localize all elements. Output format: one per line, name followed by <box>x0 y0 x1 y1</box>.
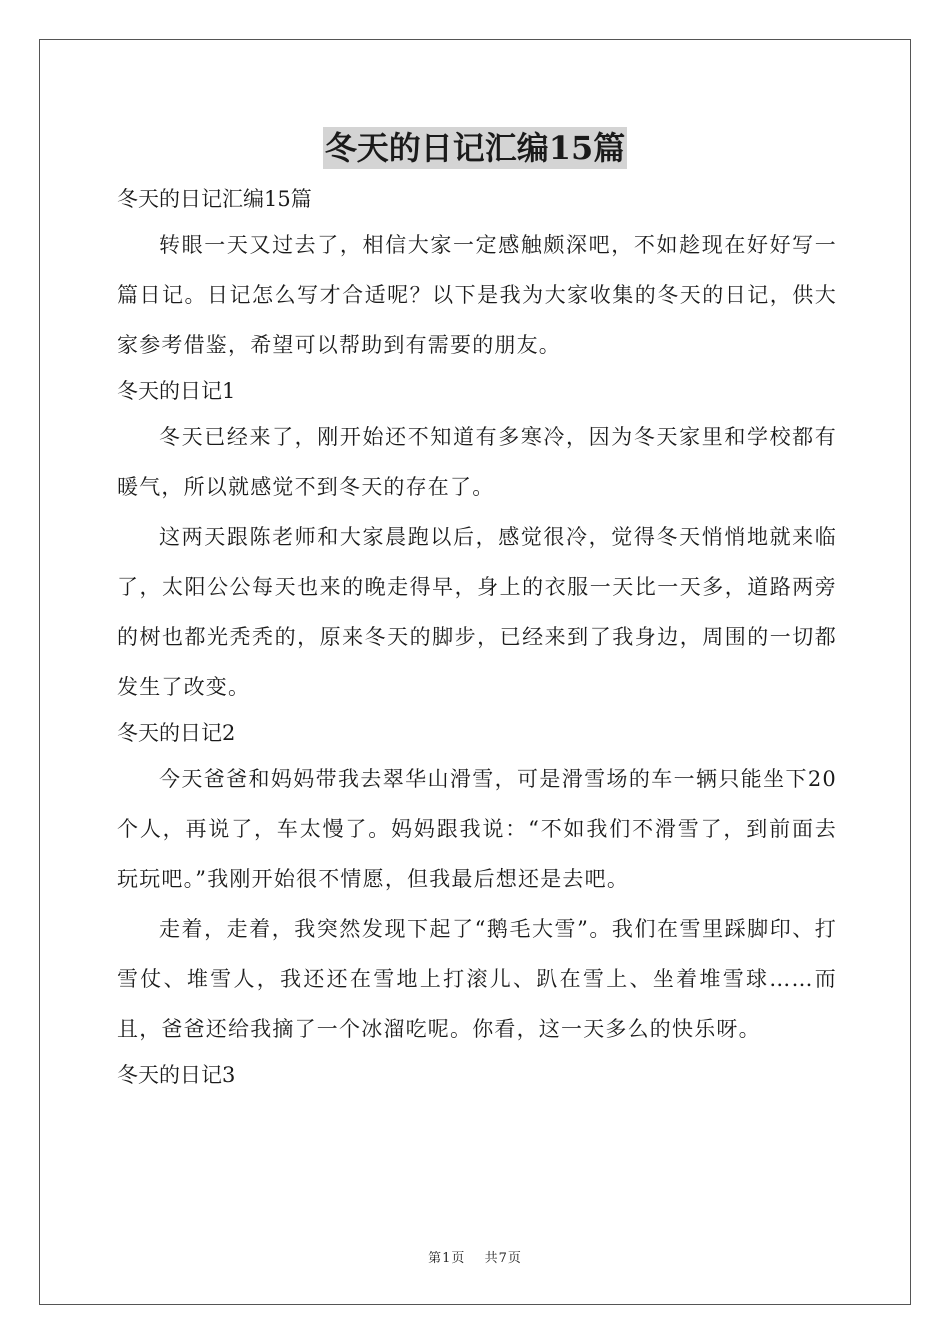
section-2-paragraph-2: 走着，走着，我突然发现下起了“鹅毛大雪”。我们在雪里踩脚印、打雪仗、堆雪人，我还还在雪地上打滚儿、趴在雪上、坐着堆雪球……而且，爸爸还给我摘了一个冰溜吃呢。你看，这一天多么的快乐呀。 <box>117 917 837 1041</box>
page-total: 共7页 <box>484 1251 522 1266</box>
document-title: 冬天的日记汇编15篇 <box>324 129 626 167</box>
section-1-paragraph-1: 冬天已经来了，刚开始还不知道有多寒冷，因为冬天家里和学校都有暖气，所以就感觉不到冬天的存在了。 <box>117 425 837 499</box>
section-heading-1: 冬天的日记1 <box>117 379 236 403</box>
title-area <box>0 127 950 169</box>
document-body <box>117 178 837 1096</box>
document-subtitle: 冬天的日记汇编15篇 <box>117 187 312 211</box>
section-heading-3: 冬天的日记3 <box>117 1063 236 1087</box>
page-number: 第1页 <box>428 1251 466 1266</box>
section-2-paragraph-1: 今天爸爸和妈妈带我去翠华山滑雪，可是滑雪场的车一辆只能坐下20个人，再说了，车太慢了。妈妈跟我说：“不如我们不滑雪了，到前面去玩玩吧。”我刚开始很不情愿，但我最后想还是去吧。 <box>117 767 837 891</box>
intro-paragraph: 转眼一天又过去了，相信大家一定感触颇深吧，不如趁现在好好写一篇日记。日记怎么写才合适呢？以下是我为大家收集的冬天的日记，供大家参考借鉴，希望可以帮助到有需要的朋友。 <box>117 233 837 357</box>
section-heading-2: 冬天的日记2 <box>117 721 236 745</box>
page-footer <box>0 1247 950 1266</box>
section-1-paragraph-2: 这两天跟陈老师和大家晨跑以后，感觉很冷，觉得冬天悄悄地就来临了，太阳公公每天也来的晚走得早，身上的衣服一天比一天多，道路两旁的树也都光秃秃的，原来冬天的脚步，已经来到了我身边，周围的一切都发生了改变。 <box>117 525 837 699</box>
